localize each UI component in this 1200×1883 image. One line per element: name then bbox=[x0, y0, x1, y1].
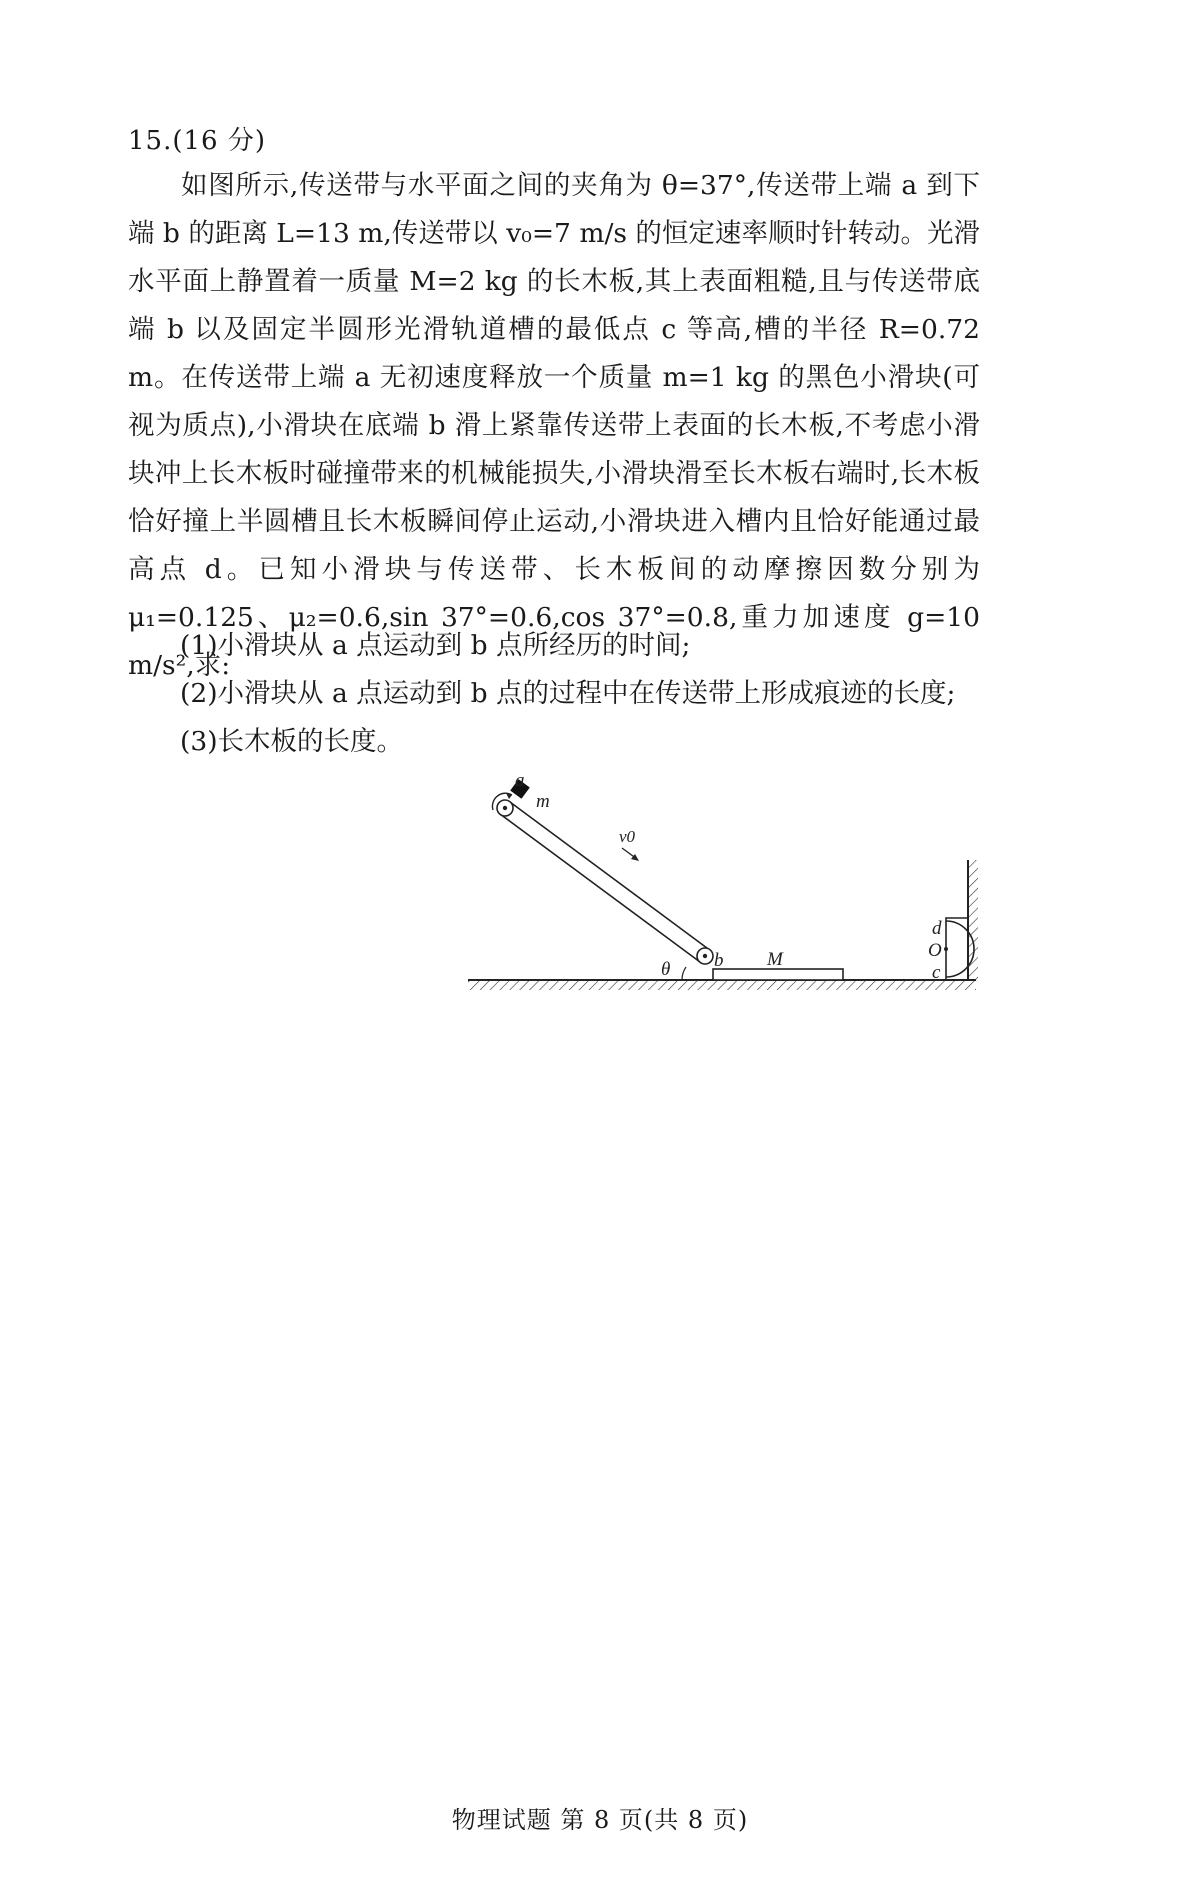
question-body: 如图所示,传送带与水平面之间的夹角为 θ=37°,传送带上端 a 到下端 b 的距离 L=13 m,传送带以 v₀=7 m/s 的恒定速率顺时针转动。光滑水平面上静置着一质量 M=2 kg 的长木板,其上表面粗糙,且与传送带底端 b 以及固定半圆形光滑轨道槽的最低点 c 等高,槽的半径 R=0.72 m。在传送带上端 a 无初速度释放一个质量 m=1 kg 的黑色小滑块(可视为质点),小滑块在底端 b 滑上紧靠传送带上表面的长木板,不考虑小滑块冲上长木板时碰撞带来的机械能损失,小滑块滑至长木板右端时,长木板恰好撞上半圆槽且长木板瞬间停止运动,小滑块进入槽内且恰好能通过最高点 d。已知小滑块与传送带、长木板间的动摩擦因数分别为 μ₁=0.125、μ₂=0.6,sin 37°=0.6,cos 37°=0.8,重力加速度 g=10 m/s²,求: bbox=[128, 170, 980, 681]
label-O: O bbox=[928, 940, 942, 961]
label-a: a bbox=[515, 770, 525, 791]
ground-hatching bbox=[468, 981, 976, 990]
conveyor-belt-diagram bbox=[462, 770, 982, 1010]
center-point-O bbox=[944, 947, 948, 951]
label-theta: θ bbox=[661, 959, 671, 980]
label-M: M bbox=[767, 949, 783, 970]
top-pulley-axle bbox=[503, 806, 507, 810]
sub-question-2: (2)小滑块从 a 点运动到 b 点的过程中在传送带上形成痕迹的长度; bbox=[180, 678, 956, 709]
sub-question-1: (1)小滑块从 a 点运动到 b 点所经历的时间; bbox=[180, 630, 691, 661]
label-c: c bbox=[932, 962, 941, 983]
label-v0: v0 bbox=[619, 827, 636, 846]
label-m: m bbox=[536, 791, 550, 812]
belt-bottom-edge bbox=[500, 814, 700, 962]
bottom-pulley-axle bbox=[703, 954, 707, 958]
question-number: 15.(16 分) bbox=[128, 126, 266, 156]
angle-arc bbox=[682, 967, 686, 980]
page-footer: 物理试题 第 8 页(共 8 页) bbox=[451, 1806, 749, 1834]
belt-top-edge bbox=[510, 802, 711, 951]
label-d: d bbox=[932, 918, 942, 939]
sub-question-3: (3)长木板的长度。 bbox=[180, 726, 404, 757]
long-board bbox=[713, 969, 843, 980]
label-b: b bbox=[714, 950, 724, 971]
